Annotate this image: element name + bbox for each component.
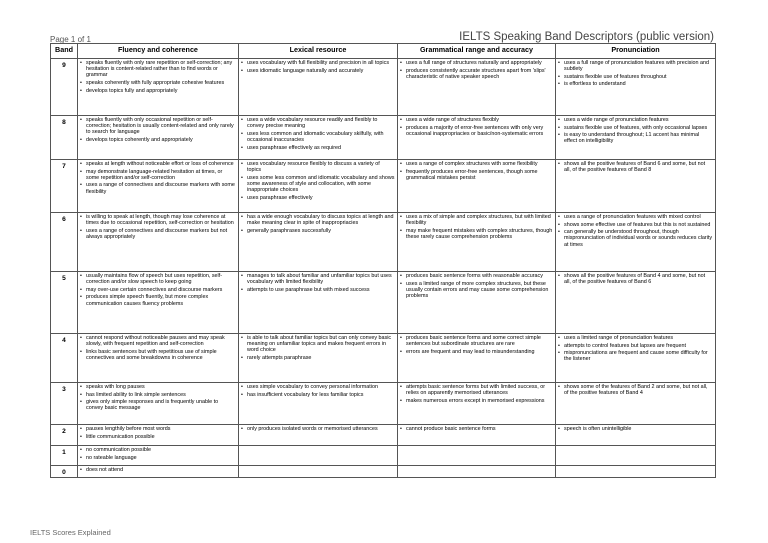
descriptor-item: • develops topics fully and appropriately — [80, 88, 236, 94]
pronunciation-cell — [556, 59, 716, 116]
descriptor-list — [558, 60, 713, 88]
descriptor-item: • manages to talk about familiar and unfamiliar topics but uses vocabulary with limited flexibility — [241, 273, 395, 285]
descriptor-list — [400, 214, 553, 240]
descriptor-list — [400, 273, 553, 299]
descriptor-item: • can generally be understood throughout, though mispronunciation of individual words or sounds reduces clarity at times — [558, 229, 713, 248]
descriptor-item: • links basic sentences but with repetitious use of simple connectives and some breakdowns in coherence — [80, 349, 236, 361]
pronunciation-cell — [556, 446, 716, 466]
header-fluency: Fluency and coherence — [78, 44, 239, 59]
descriptor-item: • speaks fluently with only occasional repetition or self-correction; hesitation is usually content-related and only rarely to search for language — [80, 117, 236, 136]
header-lexical: Lexical resource — [239, 44, 398, 59]
descriptor-item: • only produces isolated words or memorised utterances — [241, 426, 395, 432]
descriptor-item: • produces consistently accurate structures apart from 'slips' characteristic of native speaker speech — [400, 68, 553, 80]
descriptor-item: • may over-use certain connectives and discourse markers — [80, 287, 236, 293]
descriptor-item: • no communication possible — [80, 447, 236, 453]
descriptor-list — [80, 117, 236, 143]
descriptor-item: • attempts to control features but lapses are frequent — [558, 343, 713, 349]
descriptor-item: • uses a mix of simple and complex structures, but with limited flexibility — [400, 214, 553, 226]
table-row — [51, 334, 716, 383]
descriptor-list — [80, 384, 236, 412]
table-row — [51, 116, 716, 160]
descriptor-item: • speech is often unintelligible — [558, 426, 713, 432]
pronunciation-cell — [556, 466, 716, 478]
descriptor-item: • frequently produces error-free sentences, though some grammatical mistakes persist — [400, 169, 553, 181]
table-row — [51, 383, 716, 425]
fluency-cell — [78, 383, 239, 425]
lexical-cell — [239, 213, 398, 272]
page-number-label: Page 1 of 1 — [50, 35, 91, 44]
descriptor-item: • uses paraphrase effectively — [241, 195, 395, 201]
fluency-cell — [78, 160, 239, 213]
lexical-cell — [239, 383, 398, 425]
descriptor-item: • uses a range of connectives and discourse markers but not always appropriately — [80, 228, 236, 240]
descriptor-list — [241, 426, 395, 432]
band-number: 6 — [51, 213, 78, 272]
descriptor-item: • does not attend — [80, 467, 236, 473]
descriptor-list — [241, 161, 395, 201]
table-row — [51, 272, 716, 334]
descriptor-item: • uses vocabulary resource flexibly to discuss a variety of topics — [241, 161, 395, 173]
descriptor-item: • uses some less common and idiomatic vocabulary and shows some awareness of style and collocation, with some inappropriate choices — [241, 175, 395, 194]
pronunciation-cell — [556, 160, 716, 213]
fluency-cell — [78, 116, 239, 160]
descriptor-item: • speaks with long pauses — [80, 384, 236, 390]
descriptor-item: • uses a full range of pronunciation features with precision and subtlety — [558, 60, 713, 72]
lexical-cell — [239, 425, 398, 446]
band-number: 7 — [51, 160, 78, 213]
band-number: 3 — [51, 383, 78, 425]
band-number: 8 — [51, 116, 78, 160]
band-number: 0 — [51, 466, 78, 478]
descriptor-item: • may demonstrate language-related hesitation at times, or some repetition and/or self-correction — [80, 169, 236, 181]
descriptor-list — [400, 335, 553, 355]
descriptor-item: • speaks fluently with only rare repetition or self-correction; any hesitation is content-related rather than to find words or grammar — [80, 60, 236, 79]
descriptor-list — [558, 214, 713, 248]
descriptor-list — [80, 161, 236, 195]
grammar-cell — [398, 59, 556, 116]
fluency-cell — [78, 272, 239, 334]
descriptor-item: • uses a range of pronunciation features with mixed control — [558, 214, 713, 220]
descriptor-list — [80, 214, 236, 240]
descriptor-item: • shows all the positive features of Band 6 and some, but not all, of the positive features of Band 8 — [558, 161, 713, 173]
lexical-cell — [239, 446, 398, 466]
descriptor-list — [558, 117, 713, 145]
descriptor-item: • produces basic sentence forms and some correct simple sentences but subordinate structures are rare — [400, 335, 553, 347]
descriptor-list — [241, 117, 395, 151]
lexical-cell — [239, 466, 398, 478]
descriptor-list — [558, 384, 713, 396]
lexical-cell — [239, 160, 398, 213]
descriptor-list — [241, 60, 395, 74]
grammar-cell — [398, 383, 556, 425]
descriptor-item: • gives only simple responses and is frequently unable to convey basic message — [80, 399, 236, 411]
descriptor-item: • uses idiomatic language naturally and accurately — [241, 68, 395, 74]
descriptor-list — [400, 384, 553, 404]
table-row — [51, 466, 716, 478]
descriptor-item: • has limited ability to link simple sentences — [80, 392, 236, 398]
descriptor-item: • pauses lengthily before most words — [80, 426, 236, 432]
descriptor-list — [241, 214, 395, 234]
table-row — [51, 446, 716, 466]
table-row — [51, 160, 716, 213]
descriptor-list — [558, 426, 713, 432]
header-grammar: Grammatical range and accuracy — [398, 44, 556, 59]
descriptor-item: • uses paraphrase effectively as required — [241, 145, 395, 151]
fluency-cell — [78, 334, 239, 383]
descriptor-list — [80, 335, 236, 361]
grammar-cell — [398, 213, 556, 272]
descriptor-item: • generally paraphrases successfully — [241, 228, 395, 234]
pronunciation-cell — [556, 334, 716, 383]
grammar-cell — [398, 160, 556, 213]
descriptor-item: • shows all the positive features of Band 4 and some, but not all, of the positive features of Band 6 — [558, 273, 713, 285]
table-row — [51, 425, 716, 446]
descriptor-item: • uses less common and idiomatic vocabulary skilfully, with occasional inaccuracies — [241, 131, 395, 143]
descriptor-item: • shows some effective use of features but this is not sustained — [558, 222, 713, 228]
descriptor-item: • sustains flexible use of features throughout — [558, 74, 713, 80]
descriptor-item: • produces basic sentence forms with reasonable accuracy — [400, 273, 553, 279]
descriptor-list — [241, 384, 395, 398]
descriptor-item: • is willing to speak at length, though may lose coherence at times due to occasional repetition, self-correction or hesitation — [80, 214, 236, 226]
descriptor-item: • uses simple vocabulary to convey personal information — [241, 384, 395, 390]
descriptor-list — [400, 117, 553, 137]
descriptor-list — [241, 273, 395, 293]
descriptor-item: • shows some of the features of Band 2 and some, but not all, of the positive features of Band 4 — [558, 384, 713, 396]
descriptor-item: • cannot respond without noticeable pauses and may speak slowly, with frequent repetition and self-correction — [80, 335, 236, 347]
band-number: 4 — [51, 334, 78, 383]
descriptor-list — [558, 161, 713, 173]
descriptor-item: • is easy to understand throughout; L1 accent has minimal effect on intelligibility — [558, 132, 713, 144]
descriptor-item: • usually maintains flow of speech but uses repetition, self-correction and/or slow speech to keep going — [80, 273, 236, 285]
fluency-cell — [78, 425, 239, 446]
descriptor-item: • attempts basic sentence forms but with limited success, or relies on apparently memorised utterances — [400, 384, 553, 396]
descriptor-item: • uses a limited range of more complex structures, but these usually contain errors and may cause some comprehension problems — [400, 281, 553, 300]
descriptor-item: • produces a majority of error-free sentences with only very occasional inappropriacies or basic/non-systematic errors — [400, 125, 553, 137]
band-descriptors-table — [50, 43, 716, 478]
table-header-row — [51, 44, 716, 59]
table-row — [51, 213, 716, 272]
fluency-cell — [78, 213, 239, 272]
lexical-cell — [239, 334, 398, 383]
descriptor-item: • rarely attempts paraphrase — [241, 355, 395, 361]
descriptor-item: • has insufficient vocabulary for less familiar topics — [241, 392, 395, 398]
descriptor-item: • may make frequent mistakes with complex structures, though these rarely cause comprehension problems — [400, 228, 553, 240]
descriptor-list — [80, 426, 236, 440]
descriptor-list — [558, 273, 713, 285]
descriptor-item: • mispronunciations are frequent and cause some difficulty for the listener — [558, 350, 713, 362]
descriptor-list — [80, 467, 236, 473]
descriptor-item: • has a wide enough vocabulary to discuss topics at length and make meaning clear in spite of inappropriacies — [241, 214, 395, 226]
descriptor-item: • no rateable language — [80, 455, 236, 461]
descriptor-item: • uses a wide vocabulary resource readily and flexibly to convey precise meaning — [241, 117, 395, 129]
fluency-cell — [78, 59, 239, 116]
grammar-cell — [398, 446, 556, 466]
descriptor-item: • uses a limited range of pronunciation features — [558, 335, 713, 341]
grammar-cell — [398, 466, 556, 478]
descriptor-item: • speaks at length without noticeable effort or loss of coherence — [80, 161, 236, 167]
document-title: IELTS Speaking Band Descriptors (public version) — [459, 31, 714, 43]
lexical-cell — [239, 59, 398, 116]
descriptor-list — [80, 273, 236, 307]
pronunciation-cell — [556, 272, 716, 334]
band-number: 9 — [51, 59, 78, 116]
descriptor-item: • uses a range of connectives and discourse markers with some flexibility — [80, 182, 236, 194]
descriptor-list — [80, 60, 236, 94]
descriptor-item: • uses a wide range of pronunciation features — [558, 117, 713, 123]
descriptor-list — [80, 447, 236, 461]
descriptor-item: • uses a full range of structures naturally and appropriately — [400, 60, 553, 66]
descriptor-item: • uses vocabulary with full flexibility and precision in all topics — [241, 60, 395, 66]
pronunciation-cell — [556, 116, 716, 160]
descriptor-item: • errors are frequent and may lead to misunderstanding — [400, 349, 553, 355]
lexical-cell — [239, 116, 398, 160]
descriptor-list — [400, 60, 553, 80]
descriptor-item: • speaks coherently with fully appropriate cohesive features — [80, 80, 236, 86]
header-pronunciation: Pronunciation — [556, 44, 716, 59]
grammar-cell — [398, 272, 556, 334]
grammar-cell — [398, 334, 556, 383]
descriptor-list — [241, 335, 395, 361]
descriptor-list — [558, 335, 713, 363]
table-row — [51, 59, 716, 116]
fluency-cell — [78, 446, 239, 466]
descriptor-item: • is able to talk about familiar topics but can only convey basic meaning on unfamiliar topics and makes frequent errors in word choice — [241, 335, 395, 354]
lexical-cell — [239, 272, 398, 334]
descriptor-item: • cannot produce basic sentence forms — [400, 426, 553, 432]
descriptor-item: • uses a wide range of structures flexibly — [400, 117, 553, 123]
descriptor-item: • little communication possible — [80, 434, 236, 440]
descriptor-item: • produces simple speech fluently, but more complex communication causes fluency problems — [80, 294, 236, 306]
fluency-cell — [78, 466, 239, 478]
footer-text: IELTS Scores Explained — [30, 528, 111, 537]
band-number: 2 — [51, 425, 78, 446]
pronunciation-cell — [556, 213, 716, 272]
descriptor-item: • attempts to use paraphrase but with mixed success — [241, 287, 395, 293]
descriptor-list — [400, 161, 553, 181]
grammar-cell — [398, 116, 556, 160]
descriptor-item: • sustains flexible use of features, with only occasional lapses — [558, 125, 713, 131]
descriptor-list — [400, 426, 553, 432]
band-number: 5 — [51, 272, 78, 334]
descriptor-item: • makes numerous errors except in memorised expressions — [400, 398, 553, 404]
descriptor-item: • develops topics coherently and appropriately — [80, 137, 236, 143]
header-band: Band — [51, 44, 78, 59]
grammar-cell — [398, 425, 556, 446]
pronunciation-cell — [556, 425, 716, 446]
band-number: 1 — [51, 446, 78, 466]
descriptor-item: • is effortless to understand — [558, 81, 713, 87]
pronunciation-cell — [556, 383, 716, 425]
descriptor-item: • uses a range of complex structures with some flexibility — [400, 161, 553, 167]
